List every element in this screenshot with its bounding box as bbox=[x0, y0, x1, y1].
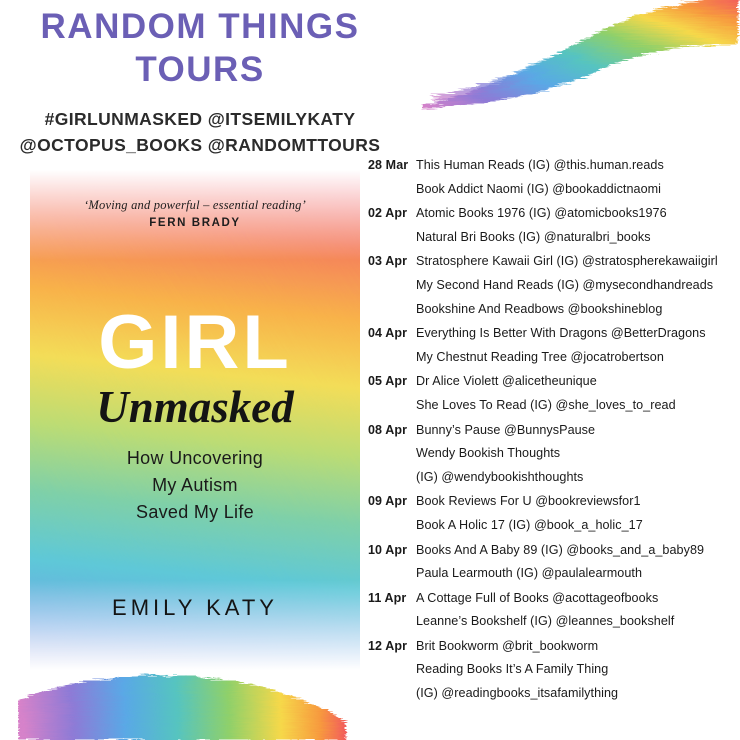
schedule-date: 04 Apr bbox=[368, 326, 408, 341]
schedule-entry: Reading Books It’s A Family Thing bbox=[416, 662, 609, 677]
book-cover bbox=[30, 170, 360, 670]
cover-subtitle-line1: How Uncovering bbox=[126, 448, 264, 468]
schedule-entry: This Human Reads (IG) @this.human.reads bbox=[416, 158, 664, 172]
page-title bbox=[0, 6, 400, 91]
schedule-entries bbox=[416, 207, 736, 243]
cover-author: EMILY KATY bbox=[112, 595, 278, 620]
schedule-entry: My Chestnut Reading Tree @jocatrobertson bbox=[416, 349, 664, 364]
schedule-row bbox=[368, 494, 736, 531]
schedule-row bbox=[368, 423, 736, 484]
schedule-entry: She Loves To Read (IG) @she_loves_to_read bbox=[416, 397, 676, 412]
schedule-date: 11 Apr bbox=[368, 590, 407, 605]
schedule-date: 02 Apr bbox=[368, 206, 408, 221]
schedule-entry: Bunny’s Pause @BunnysPause bbox=[416, 422, 596, 437]
schedule-entry: (IG) @readingbooks_itsafamilything bbox=[416, 686, 619, 701]
schedule-entry: My Second Hand Reads (IG) @mysecondhandreads bbox=[416, 277, 714, 292]
schedule-date: 05 Apr bbox=[368, 374, 408, 389]
cover-quote: ‘Moving and powerful – essential reading’ bbox=[84, 198, 306, 212]
schedule-date: 03 Apr bbox=[368, 254, 408, 269]
schedule-entries bbox=[416, 327, 736, 363]
schedule-date: 09 Apr bbox=[368, 494, 408, 509]
schedule-date: 12 Apr bbox=[368, 638, 408, 653]
schedule-entry: Natural Bri Books (IG) @naturalbri_books bbox=[416, 229, 651, 244]
schedule-entries bbox=[416, 375, 736, 411]
schedule-row bbox=[368, 639, 736, 700]
schedule-entries bbox=[416, 544, 736, 580]
schedule-date: 10 Apr bbox=[368, 542, 408, 557]
page-title-line2: TOURS bbox=[135, 49, 265, 89]
schedule-entry: Brit Bookworm @brit_bookworm bbox=[416, 638, 599, 653]
schedule-entry: Leanne’s Bookshelf (IG) @leannes_bookshelf bbox=[416, 614, 675, 629]
tour-schedule bbox=[368, 158, 736, 711]
schedule-entries bbox=[416, 592, 736, 628]
social-handles bbox=[0, 107, 400, 158]
schedule-row bbox=[368, 254, 736, 315]
schedule-entries bbox=[416, 640, 736, 700]
schedule-date: 28 Mar bbox=[368, 158, 409, 172]
page-title-line1: RANDOM THINGS bbox=[40, 7, 360, 46]
schedule-row bbox=[368, 206, 736, 243]
schedule-entry: Book A Holic 17 (IG) @book_a_holic_17 bbox=[416, 517, 643, 532]
schedule-entry: Book Reviews For U @bookreviewsfor1 bbox=[416, 494, 641, 509]
schedule-entry: Stratosphere Kawaii Girl (IG) @stratospherekawaiigirl bbox=[416, 254, 718, 269]
schedule-entry: Paula Learmouth (IG) @paulalearmouth bbox=[416, 566, 642, 581]
cover-subtitle bbox=[30, 445, 360, 526]
rainbow-brush-top bbox=[420, 0, 740, 110]
schedule-row bbox=[368, 374, 736, 411]
social-handles-line1: #GIRLUNMASKED @ITSEMILYKATY bbox=[44, 109, 356, 130]
cover-subtitle-line2: My Autism bbox=[152, 475, 238, 495]
schedule-entry: Books And A Baby 89 (IG) @books_and_a_baby89 bbox=[416, 542, 705, 557]
cover-title-main: GIRL bbox=[98, 300, 292, 385]
schedule-row bbox=[368, 158, 736, 195]
schedule-entries bbox=[416, 255, 736, 315]
schedule-entries bbox=[416, 424, 736, 484]
schedule-row bbox=[368, 543, 736, 580]
schedule-entry: Atomic Books 1976 (IG) @atomicbooks1976 bbox=[416, 206, 667, 221]
schedule-entries bbox=[416, 495, 736, 531]
schedule-date: 08 Apr bbox=[368, 422, 408, 437]
rainbow-brush-bottom bbox=[18, 670, 348, 740]
schedule-entry: (IG) @wendybookishthoughts bbox=[416, 469, 584, 484]
cover-quote-author: FERN BRADY bbox=[149, 217, 241, 229]
schedule-entry: Bookshine And Readbows @bookshineblog bbox=[416, 301, 663, 316]
schedule-entry: Wendy Bookish Thoughts bbox=[416, 446, 561, 461]
schedule-entry: Everything Is Better With Dragons @BetterDragons bbox=[416, 326, 706, 341]
cover-subtitle-line3: Saved My Life bbox=[136, 502, 254, 522]
schedule-row bbox=[368, 326, 736, 363]
schedule-entry: A Cottage Full of Books @acottageofbooks bbox=[416, 590, 659, 605]
schedule-entries bbox=[416, 159, 736, 195]
schedule-entry: Dr Alice Violett @alicetheunique bbox=[416, 374, 597, 389]
social-handles-line2: @OCTOPUS_BOOKS @RANDOMTTOURS bbox=[19, 134, 381, 155]
schedule-row bbox=[368, 591, 736, 628]
schedule-entry: Book Addict Naomi (IG) @bookaddictnaomi bbox=[416, 181, 662, 196]
cover-title-script: Unmasked bbox=[96, 382, 294, 432]
header bbox=[0, 6, 400, 158]
